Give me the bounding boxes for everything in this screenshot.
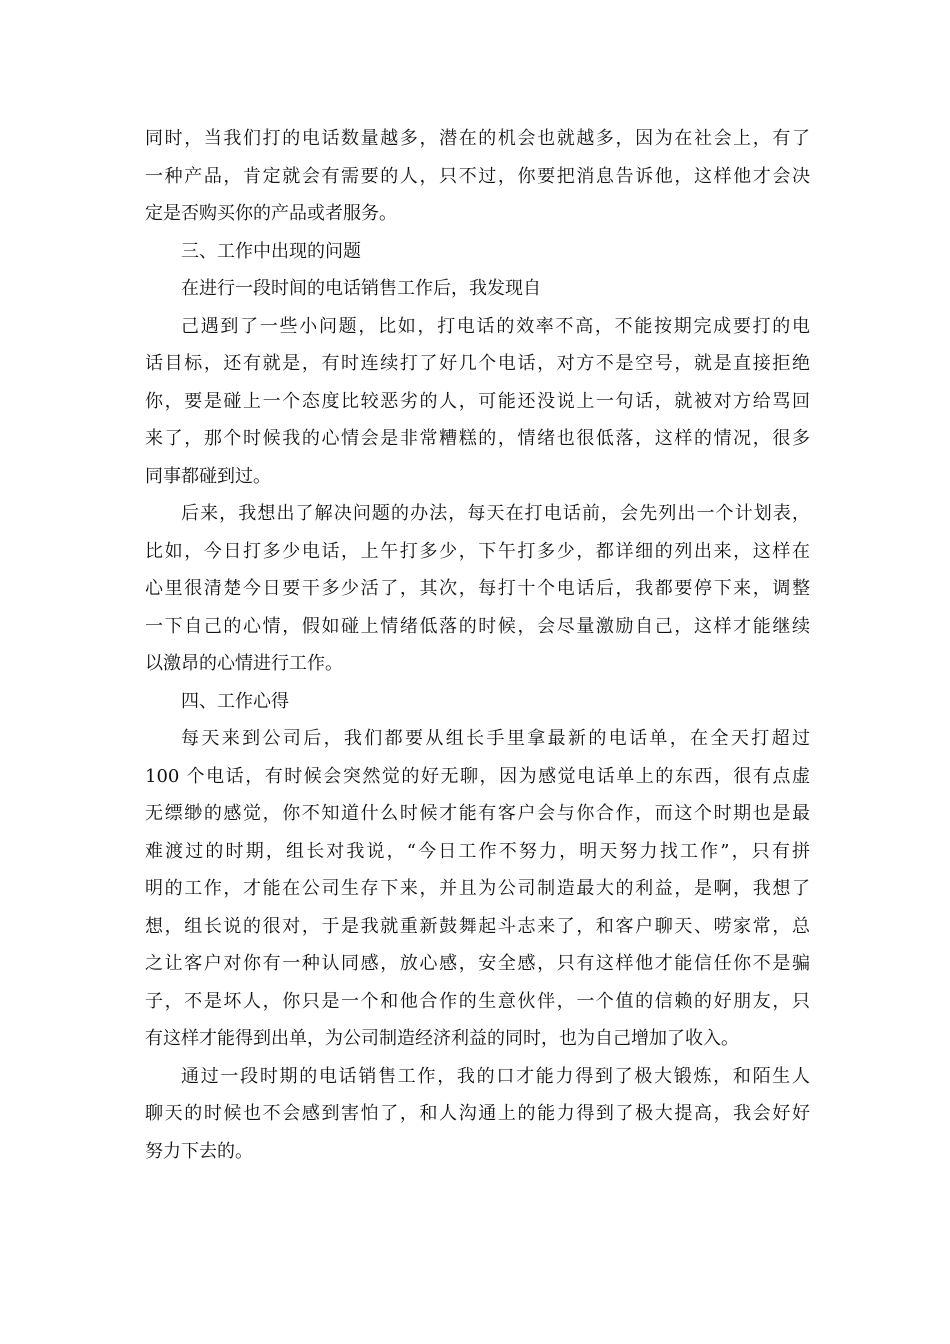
text-line: 有这样才能得到出单，为公司制造经济利益的同时，也为自己增加了收入。 (145, 1028, 739, 1049)
text-line: 来了，那个时候我的心情会是非常糟糕的，情绪也很低落，这样的情况，很多 (145, 428, 810, 449)
text-line: 定是否购买你的产品或者服务。 (145, 203, 397, 224)
text-line: 同事都碰到过。 (145, 465, 271, 487)
text-line: 一种产品，肯定就会有需要的人，只不过，你要把消息告诉他，这样他才会决 (145, 165, 810, 187)
text-line: 同时，当我们打的电话数量越多，潜在的机会也就越多，因为在社会上，有了 (145, 128, 810, 149)
text-line: 以激昂的心情进行工作。 (145, 653, 343, 674)
text-line: 四、工作心得 (181, 690, 289, 712)
text-line: 通过一段时期的电话销售工作，我的口才能力得到了极大锻炼，和陌生人 (181, 1065, 810, 1087)
text-line: 后来，我想出了解决问题的办法，每天在打电话前，会先列出一个计划表， (181, 503, 810, 524)
text-line: 话目标，还有就是，有时连续打了好几个电话，对方不是空号，就是直接拒绝 (145, 353, 810, 374)
text-line: 比如，今日打多少电话，上午打多少，下午打多少，都详细的列出来，这样在 (145, 540, 810, 562)
text-line: 你，要是碰上一个态度比较恶劣的人，可能还没说上一句话，就被对方给骂回 (145, 390, 810, 412)
text-line: 己遇到了一些小问题，比如，打电话的效率不高，不能按期完成要打的电 (181, 315, 810, 337)
text-line: 三、工作中出现的问题 (181, 240, 361, 262)
text-line: 努力下去的。 (145, 1140, 253, 1162)
text-line: 聊天的时候也不会感到害怕了，和人沟通上的能力得到了极大提高，我会好好 (145, 1103, 810, 1124)
text-line: 明的工作，才能在公司生存下来，并且为公司制造最大的利益，是啊，我想了 (145, 878, 810, 899)
text-line: 难渡过的时期，组长对我说，“今日工作不努力，明天努力找工作”，只有拼 (145, 840, 810, 862)
text-line: 子，不是坏人，你只是一个和他合作的生意伙伴，一个值的信赖的好朋友，只 (145, 990, 810, 1012)
text-line: 100 个电话，有时候会突然觉的好无聊，因为感觉电话单上的东西，很有点虚 (145, 765, 810, 787)
text-line: 一下自己的心情，假如碰上情绪低落的时候，会尽量激励自己，这样才能继续 (145, 615, 810, 637)
text-line: 之让客户对你有一种认同感，放心感，安全感，只有这样他才能信任你不是骗 (145, 953, 810, 974)
text-line: 每天来到公司后，我们都要从组长手里拿最新的电话单，在全天打超过 (181, 728, 810, 749)
text-line: 想，组长说的很对，于是我就重新鼓舞起斗志来了，和客户聊天、唠家常，总 (145, 915, 810, 937)
document-body (145, 120, 810, 1170)
text-line: 心里很清楚今日要干多少活了，其次，每打十个电话后，我都要停下来，调整 (145, 578, 810, 599)
text-line: 无缥缈的感觉，你不知道什么时候才能有客户会与你合作，而这个时期也是最 (145, 803, 810, 824)
text-line: 在进行一段时间的电话销售工作后，我发现自 (181, 278, 541, 299)
